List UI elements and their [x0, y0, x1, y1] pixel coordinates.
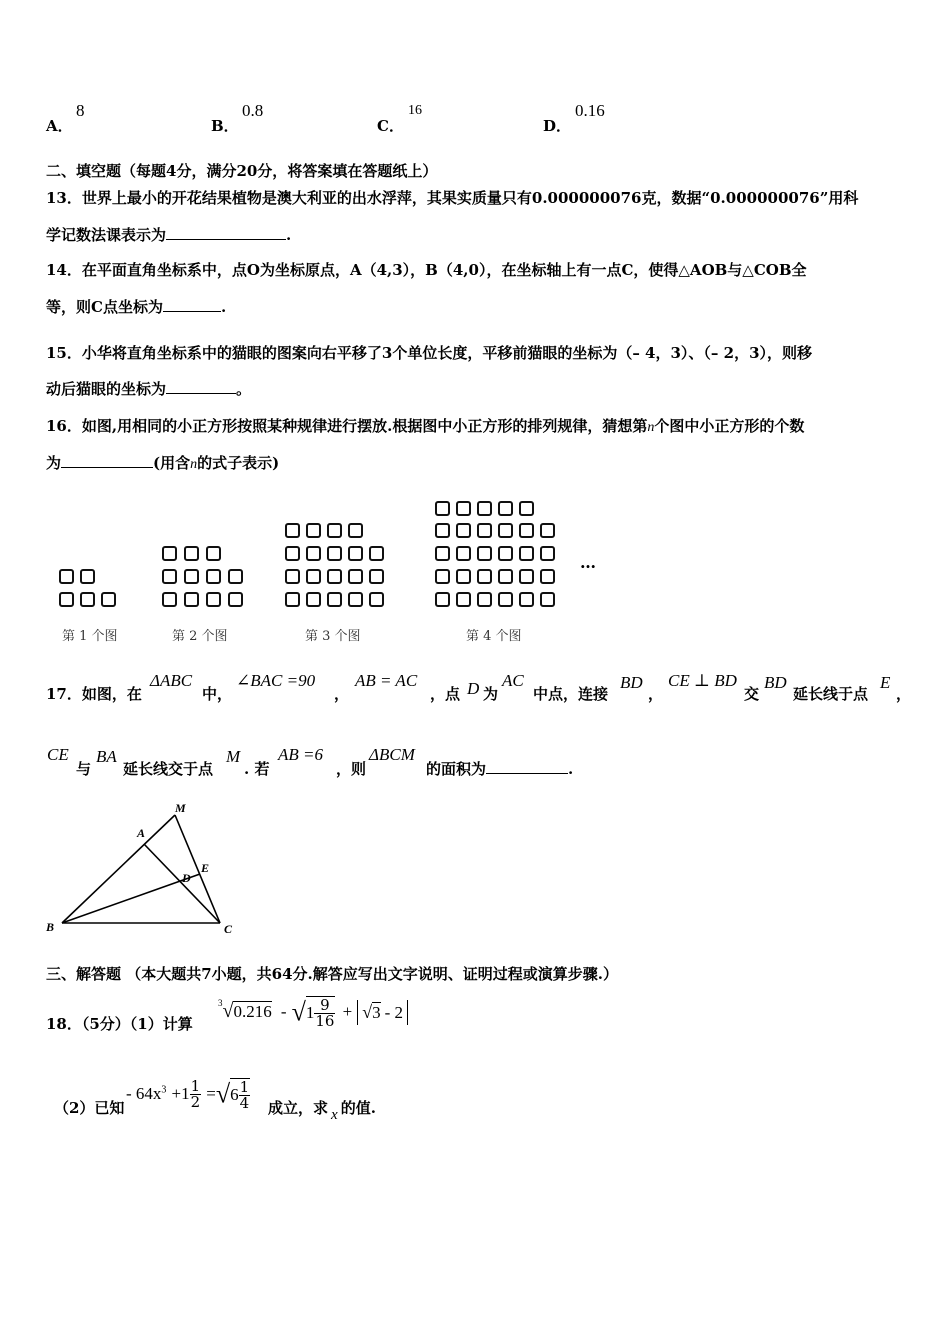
q17-r9: ΔBCM [369, 745, 415, 764]
option-d-value: 0.16 [575, 101, 605, 120]
q17-r3: BA [96, 747, 117, 766]
option-b-value: 0.8 [242, 101, 264, 120]
q15-line1: 15．小华将直角坐标系中的猫眼的图案向右平移了3个单位长度，平移前猫眼的坐标为（– 4，3）、（– 2，3），则移 [46, 344, 813, 362]
q16-square-patterns [0, 0, 950, 660]
option-c-label: C． [377, 117, 404, 135]
q16-line2: 为 (用含n的式子表示) [46, 454, 280, 472]
option-a-value: 8 [76, 101, 85, 120]
q17-p8: 交 [744, 685, 760, 703]
radical-sign-icon: √ [215, 1079, 231, 1109]
radical-sign-icon: √ [362, 1002, 373, 1022]
q17-p2: 中， [202, 685, 233, 703]
caption-figure-3: 第 3 个图 [305, 629, 361, 644]
q18-part2-head: （2）已知 [54, 1099, 125, 1117]
label-B: B [46, 920, 55, 934]
label-M: M [175, 801, 186, 815]
caption-figure-2: 第 2 个图 [172, 629, 228, 644]
q17-p7: ， [648, 685, 664, 703]
q17-r1: CE [47, 745, 69, 764]
section-3-title: 三、解答题 （本大题共7小题，共64分.解答应写出文字说明、证明过程或演算步骤.） [46, 965, 618, 983]
caption-figure-4: 第 4 个图 [466, 629, 522, 644]
caption-figure-1: 第 1 个图 [62, 629, 118, 644]
option-d-label: D． [543, 117, 572, 135]
q17-m6: BD [620, 673, 643, 692]
pattern-ellipsis: … [580, 553, 596, 572]
q17-m4: D [467, 679, 480, 698]
q16-line1: 16．如图,用相同的小正方形按照某种规律进行摆放.根据图中小正方形的排列规律，猜想第n个图中小正方形的个数 [46, 417, 805, 435]
q17-m1: ΔABC [150, 671, 193, 690]
section-2-title: 二、填空题（每题4分，满分20分，将答案填在答题纸上） [46, 162, 438, 180]
q15-line2: 动后猫眼的坐标为 。 [46, 380, 252, 398]
q17-p9: 延长线于点 [793, 685, 869, 703]
q17-m2: ∠BAC =90 [236, 671, 316, 690]
q17-p1: 17．如图，在 [46, 685, 142, 703]
q17-m5: AC [502, 671, 524, 690]
option-c-value: 16 [408, 103, 422, 118]
q17-p3: ， [334, 685, 350, 703]
q17-p10: ， [896, 685, 912, 703]
q18-expression-2: - $64x^3 +1$ $\frac{1}{2}$ =√6 $\frac{1}{4}$ [126, 1077, 250, 1112]
q17-p4: ，点 [430, 685, 461, 703]
segment-BM [62, 815, 175, 923]
q16-var-n: n [647, 420, 655, 435]
q17-r5: M [226, 747, 241, 766]
radical-sign-icon: √ [291, 997, 306, 1027]
label-C: C [224, 922, 233, 936]
q14-line1: 14．在平面直角坐标系中，点O为坐标原点，A（4,3），B（4,0），在坐标轴上有一点C，使得△AOB与△COB全 [46, 261, 807, 279]
q14-line2: 等，则C点坐标为 . [46, 298, 227, 316]
q13-line1: 13．世界上最小的开花结果植物是澳大利亚的出水浮萍，其果实质量只有0.000000076克，数据“0.000000076”用科 [46, 189, 859, 207]
option-a-label: A． [46, 117, 73, 135]
q17-m9: E [880, 673, 891, 692]
segment-MC [175, 815, 220, 923]
label-E: E [201, 861, 210, 875]
q17-answer-blank[interactable] [486, 759, 568, 774]
q18-head: 18．（5分）（1）计算 [46, 1015, 193, 1033]
q17-p5: 为 [483, 685, 499, 703]
q17-r8: ，则 [336, 760, 367, 778]
q17-area-question: 的面积为 . [426, 760, 574, 778]
label-A: A [137, 826, 146, 840]
q18-expression-1: $^3$√0.216 - √1 $\frac{9}{16}$ + √3 - 2 [218, 996, 408, 1029]
q17-p6: 中点，连接 [533, 685, 609, 703]
q17-m8: BD [764, 673, 787, 692]
q17-m7: CE ⊥ BD [668, 671, 737, 690]
q17-r2: 与 [76, 760, 92, 778]
q17-r6: . 若 [244, 760, 270, 778]
q17-r7: AB =6 [278, 745, 323, 764]
q17-r4: 延长线交于点 [123, 760, 214, 778]
var-x: x [331, 1107, 338, 1123]
q17-triangle-figure [40, 800, 250, 940]
option-b-label: B． [211, 117, 239, 135]
q17-m3: AB = AC [355, 671, 418, 690]
segment-BE [62, 874, 200, 923]
label-D: D [182, 871, 191, 885]
q18-part2-tail: 成立，求 x 的值. [268, 1099, 376, 1123]
cbrt-index: 3 [218, 998, 223, 1008]
q13-line2: 学记数法课表示为 . [46, 226, 292, 244]
radical-sign-icon: √ [222, 1000, 234, 1022]
